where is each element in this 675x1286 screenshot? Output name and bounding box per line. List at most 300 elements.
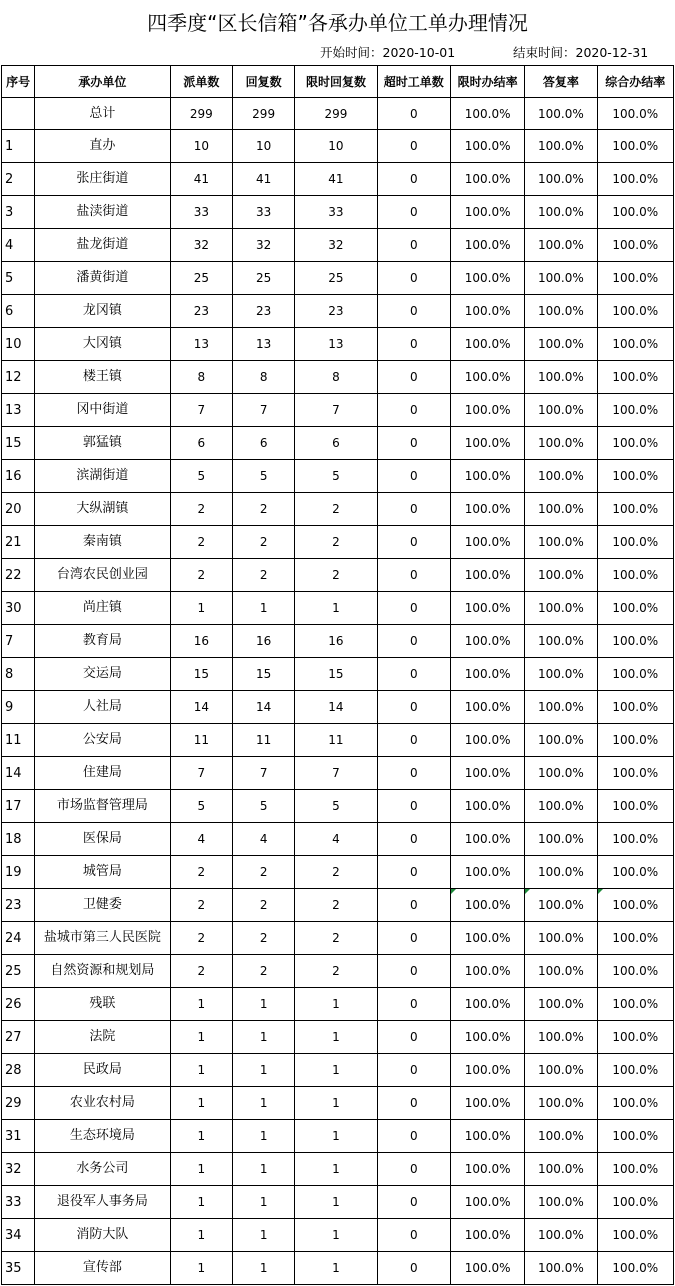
cell-dispatched: 1 [170, 1153, 232, 1186]
table-row [2, 1219, 674, 1252]
cell-unit: 大冈镇 [35, 328, 171, 361]
header-timely-rate: 限时办结率 [450, 66, 524, 98]
cell-unit: 退役军人事务局 [35, 1186, 171, 1219]
cell-overdue: 0 [377, 1153, 450, 1186]
cell-overdue: 0 [377, 625, 450, 658]
cell-unit: 消防大队 [35, 1219, 171, 1252]
cell-index: 18 [2, 823, 35, 856]
cell-reply-rate: 100.0% [525, 658, 597, 691]
cell-replied: 23 [233, 295, 295, 328]
cell-unit: 秦南镇 [35, 526, 171, 559]
table-row [2, 955, 674, 988]
cell-index: 6 [2, 295, 35, 328]
cell-timely-rate: 100.0% [450, 196, 524, 229]
table-row [2, 1153, 674, 1186]
cell-reply-rate: 100.0% [525, 955, 597, 988]
cell-reply-rate: 100.0% [525, 757, 597, 790]
table-row [2, 493, 674, 526]
cell-dispatched: 41 [170, 163, 232, 196]
table-row [2, 856, 674, 889]
cell-timely-rate: 100.0% [450, 691, 524, 724]
cell-reply-rate: 100.0% [525, 163, 597, 196]
header-overdue: 超时工单数 [377, 66, 450, 98]
cell-overall-rate: 100.0% [597, 163, 673, 196]
cell-timely-replied: 2 [295, 922, 377, 955]
cell-reply-rate: 100.0% [525, 328, 597, 361]
cell-unit: 农业农村局 [35, 1087, 171, 1120]
cell-overall-rate: 100.0% [597, 1186, 673, 1219]
cell-overall-rate: 100.0% [597, 757, 673, 790]
cell-dispatched: 32 [170, 229, 232, 262]
cell-unit: 教育局 [35, 625, 171, 658]
header-overall-rate: 综合办结率 [597, 66, 673, 98]
page-title: 四季度“区长信箱”各承办单位工单办理情况 [147, 11, 528, 35]
cell-timely-rate: 100.0% [450, 163, 524, 196]
header-dispatched: 派单数 [170, 66, 232, 98]
table-row [2, 526, 674, 559]
table-row [2, 295, 674, 328]
cell-dispatched: 5 [170, 790, 232, 823]
cell-replied: 6 [233, 427, 295, 460]
cell-overdue: 0 [377, 922, 450, 955]
cell-timely-rate: 100.0% [450, 922, 524, 955]
cell-timely-rate: 100.0% [450, 526, 524, 559]
cell-index: 33 [2, 1186, 35, 1219]
cell-index: 2 [2, 163, 35, 196]
cell-overall-rate: 100.0% [597, 1219, 673, 1252]
cell-replied: 1 [233, 1153, 295, 1186]
cell-unit: 潘黄街道 [35, 262, 171, 295]
cell-index: 23 [2, 889, 35, 922]
cell-timely-rate: 100.0% [450, 658, 524, 691]
cell-dispatched: 1 [170, 1087, 232, 1120]
cell-replied: 299 [233, 98, 295, 130]
cell-overdue: 0 [377, 1054, 450, 1087]
table-row [2, 625, 674, 658]
cell-index: 15 [2, 427, 35, 460]
cell-index: 16 [2, 460, 35, 493]
cell-dispatched: 6 [170, 427, 232, 460]
cell-index: 22 [2, 559, 35, 592]
cell-replied: 33 [233, 196, 295, 229]
cell-overdue: 0 [377, 1087, 450, 1120]
cell-dispatched: 15 [170, 658, 232, 691]
cell-replied: 2 [233, 559, 295, 592]
cell-reply-rate: 100.0% [525, 625, 597, 658]
cell-replied: 5 [233, 460, 295, 493]
table-row [2, 889, 674, 922]
cell-unit: 水务公司 [35, 1153, 171, 1186]
cell-reply-rate: 100.0% [525, 98, 597, 130]
cell-index: 17 [2, 790, 35, 823]
table-row [2, 1252, 674, 1285]
cell-unit: 楼王镇 [35, 361, 171, 394]
cell-dispatched: 299 [170, 98, 232, 130]
cell-timely-replied: 2 [295, 493, 377, 526]
cell-overdue: 0 [377, 229, 450, 262]
cell-reply-rate: 100.0% [525, 790, 597, 823]
cell-replied: 41 [233, 163, 295, 196]
cell-timely-rate: 100.0% [450, 394, 524, 427]
cell-index: 20 [2, 493, 35, 526]
cell-replied: 5 [233, 790, 295, 823]
header-replied: 回复数 [233, 66, 295, 98]
cell-overall-rate: 100.0% [597, 691, 673, 724]
cell-timely-replied: 299 [295, 98, 377, 130]
cell-reply-rate: 100.0% [525, 493, 597, 526]
table-row [2, 988, 674, 1021]
cell-replied: 2 [233, 889, 295, 922]
cell-timely-replied: 1 [295, 1087, 377, 1120]
cell-timely-rate: 100.0% [450, 295, 524, 328]
cell-timely-rate: 100.0% [450, 592, 524, 625]
cell-timely-replied: 10 [295, 130, 377, 163]
table-row [2, 328, 674, 361]
cell-unit: 卫健委 [35, 889, 171, 922]
cell-replied: 1 [233, 1219, 295, 1252]
cell-overall-rate: 100.0% [597, 427, 673, 460]
cell-replied: 32 [233, 229, 295, 262]
cell-overall-rate: 100.0% [597, 328, 673, 361]
cell-replied: 13 [233, 328, 295, 361]
cell-timely-replied: 2 [295, 856, 377, 889]
cell-overdue: 0 [377, 460, 450, 493]
cell-overdue: 0 [377, 823, 450, 856]
cell-overdue: 0 [377, 130, 450, 163]
cell-unit: 冈中街道 [35, 394, 171, 427]
cell-index: 27 [2, 1021, 35, 1054]
cell-timely-replied: 2 [295, 526, 377, 559]
cell-overall-rate: 100.0% [597, 229, 673, 262]
cell-timely-replied: 2 [295, 889, 377, 922]
cell-timely-replied: 1 [295, 1219, 377, 1252]
cell-overdue: 0 [377, 691, 450, 724]
cell-reply-rate: 100.0% [525, 130, 597, 163]
cell-timely-replied: 7 [295, 757, 377, 790]
cell-overdue: 0 [377, 493, 450, 526]
cell-overdue: 0 [377, 658, 450, 691]
cell-dispatched: 13 [170, 328, 232, 361]
table-row [2, 823, 674, 856]
header-index: 序号 [2, 66, 35, 98]
cell-overall-rate: 100.0% [597, 1021, 673, 1054]
cell-overdue: 0 [377, 790, 450, 823]
cell-dispatched: 2 [170, 955, 232, 988]
table-row [2, 1054, 674, 1087]
cell-timely-replied: 25 [295, 262, 377, 295]
cell-unit: 滨湖街道 [35, 460, 171, 493]
cell-replied: 2 [233, 856, 295, 889]
cell-overall-rate: 100.0% [597, 130, 673, 163]
cell-replied: 1 [233, 1120, 295, 1153]
cell-replied: 1 [233, 1087, 295, 1120]
cell-timely-rate: 100.0% [450, 493, 524, 526]
cell-replied: 2 [233, 526, 295, 559]
cell-overdue: 0 [377, 526, 450, 559]
cell-unit: 总计 [35, 98, 171, 130]
cell-index: 1 [2, 130, 35, 163]
cell-timely-rate: 100.0% [450, 559, 524, 592]
cell-replied: 8 [233, 361, 295, 394]
cell-dispatched: 1 [170, 988, 232, 1021]
cell-overall-rate: 100.0% [597, 724, 673, 757]
cell-unit: 盐城市第三人民医院 [35, 922, 171, 955]
table-row [2, 1021, 674, 1054]
cell-replied: 10 [233, 130, 295, 163]
cell-timely-replied: 6 [295, 427, 377, 460]
cell-overall-rate: 100.0% [597, 1054, 673, 1087]
cell-overall-rate: 100.0% [597, 592, 673, 625]
cell-overdue: 0 [377, 988, 450, 1021]
cell-overall-rate: 100.0% [597, 526, 673, 559]
cell-index: 35 [2, 1252, 35, 1285]
cell-overall-rate: 100.0% [597, 493, 673, 526]
cell-unit: 交运局 [35, 658, 171, 691]
cell-overall-rate: 100.0% [597, 394, 673, 427]
cell-overall-rate: 100.0% [597, 98, 673, 130]
cell-dispatched: 2 [170, 559, 232, 592]
cell-timely-replied: 7 [295, 394, 377, 427]
cell-unit: 宣传部 [35, 1252, 171, 1285]
work-order-table [1, 65, 674, 1285]
cell-unit: 直办 [35, 130, 171, 163]
cell-timely-rate: 100.0% [450, 1021, 524, 1054]
cell-replied: 16 [233, 625, 295, 658]
cell-index: 31 [2, 1120, 35, 1153]
cell-replied: 1 [233, 1186, 295, 1219]
cell-unit: 龙冈镇 [35, 295, 171, 328]
cell-dispatched: 2 [170, 526, 232, 559]
cell-timely-replied: 13 [295, 328, 377, 361]
cell-timely-replied: 5 [295, 790, 377, 823]
cell-replied: 14 [233, 691, 295, 724]
date-range [0, 44, 668, 62]
cell-overall-rate: 100.0% [597, 856, 673, 889]
cell-unit: 人社局 [35, 691, 171, 724]
cell-replied: 2 [233, 955, 295, 988]
cell-timely-rate: 100.0% [450, 625, 524, 658]
cell-index: 12 [2, 361, 35, 394]
cell-dispatched: 33 [170, 196, 232, 229]
header-timely-replied: 限时回复数 [295, 66, 377, 98]
cell-reply-rate: 100.0% [525, 922, 597, 955]
cell-overdue: 0 [377, 559, 450, 592]
table-row [2, 757, 674, 790]
cell-replied: 11 [233, 724, 295, 757]
cell-index: 8 [2, 658, 35, 691]
cell-timely-replied: 23 [295, 295, 377, 328]
cell-overdue: 0 [377, 98, 450, 130]
cell-reply-rate: 100.0% [525, 1054, 597, 1087]
table-row [2, 163, 674, 196]
cell-unit: 尚庄镇 [35, 592, 171, 625]
cell-unit: 残联 [35, 988, 171, 1021]
cell-dispatched: 8 [170, 361, 232, 394]
cell-unit: 张庄街道 [35, 163, 171, 196]
cell-timely-replied: 41 [295, 163, 377, 196]
cell-reply-rate: 100.0% [525, 1219, 597, 1252]
cell-index: 32 [2, 1153, 35, 1186]
table-row [2, 361, 674, 394]
cell-replied: 2 [233, 922, 295, 955]
cell-replied: 1 [233, 1252, 295, 1285]
end-time: 结束时间：2020-12-31 [513, 45, 649, 60]
cell-timely-rate: 100.0% [450, 724, 524, 757]
cell-timely-rate: 100.0% [450, 988, 524, 1021]
cell-replied: 7 [233, 394, 295, 427]
cell-overall-rate: 100.0% [597, 262, 673, 295]
cell-reply-rate: 100.0% [525, 889, 597, 922]
cell-dispatched: 1 [170, 1120, 232, 1153]
cell-overall-rate: 100.0% [597, 1087, 673, 1120]
cell-timely-rate: 100.0% [450, 1087, 524, 1120]
cell-timely-replied: 1 [295, 1252, 377, 1285]
cell-timely-replied: 1 [295, 1120, 377, 1153]
cell-dispatched: 10 [170, 130, 232, 163]
cell-reply-rate: 100.0% [525, 592, 597, 625]
cell-timely-rate: 100.0% [450, 229, 524, 262]
cell-timely-replied: 11 [295, 724, 377, 757]
cell-timely-rate: 100.0% [450, 1186, 524, 1219]
cell-overall-rate: 100.0% [597, 1153, 673, 1186]
cell-index: 10 [2, 328, 35, 361]
cell-overdue: 0 [377, 361, 450, 394]
table-row [2, 592, 674, 625]
cell-reply-rate: 100.0% [525, 295, 597, 328]
cell-overdue: 0 [377, 1219, 450, 1252]
cell-index: 26 [2, 988, 35, 1021]
cell-reply-rate: 100.0% [525, 1186, 597, 1219]
cell-index: 9 [2, 691, 35, 724]
cell-overall-rate: 100.0% [597, 658, 673, 691]
cell-dispatched: 1 [170, 1219, 232, 1252]
cell-index: 4 [2, 229, 35, 262]
cell-unit: 公安局 [35, 724, 171, 757]
cell-unit: 大纵湖镇 [35, 493, 171, 526]
table-row [2, 1087, 674, 1120]
cell-unit: 城管局 [35, 856, 171, 889]
cell-reply-rate: 100.0% [525, 1021, 597, 1054]
cell-timely-replied: 1 [295, 988, 377, 1021]
cell-index: 29 [2, 1087, 35, 1120]
cell-timely-rate: 100.0% [450, 460, 524, 493]
cell-overdue: 0 [377, 1021, 450, 1054]
cell-timely-rate: 100.0% [450, 757, 524, 790]
cell-overall-rate: 100.0% [597, 1120, 673, 1153]
cell-dispatched: 1 [170, 1054, 232, 1087]
cell-unit: 郭猛镇 [35, 427, 171, 460]
cell-overdue: 0 [377, 1120, 450, 1153]
cell-timely-replied: 1 [295, 1021, 377, 1054]
cell-dispatched: 11 [170, 724, 232, 757]
cell-timely-rate: 100.0% [450, 1120, 524, 1153]
table-row [2, 658, 674, 691]
cell-reply-rate: 100.0% [525, 724, 597, 757]
cell-replied: 1 [233, 592, 295, 625]
header-reply-rate: 答复率 [525, 66, 597, 98]
table-row [2, 196, 674, 229]
cell-overall-rate: 100.0% [597, 823, 673, 856]
cell-timely-replied: 1 [295, 1153, 377, 1186]
cell-overall-rate: 100.0% [597, 790, 673, 823]
cell-reply-rate: 100.0% [525, 262, 597, 295]
cell-reply-rate: 100.0% [525, 1252, 597, 1285]
cell-timely-rate: 100.0% [450, 790, 524, 823]
cell-overall-rate: 100.0% [597, 361, 673, 394]
cell-timely-replied: 4 [295, 823, 377, 856]
cell-overdue: 0 [377, 262, 450, 295]
cell-index: 7 [2, 625, 35, 658]
table-row [2, 790, 674, 823]
cell-timely-replied: 14 [295, 691, 377, 724]
cell-timely-replied: 2 [295, 955, 377, 988]
cell-index: 30 [2, 592, 35, 625]
cell-timely-rate: 100.0% [450, 823, 524, 856]
cell-index: 11 [2, 724, 35, 757]
cell-timely-replied: 33 [295, 196, 377, 229]
cell-timely-rate: 100.0% [450, 1252, 524, 1285]
cell-timely-rate: 100.0% [450, 130, 524, 163]
cell-overdue: 0 [377, 757, 450, 790]
cell-overdue: 0 [377, 724, 450, 757]
cell-reply-rate: 100.0% [525, 394, 597, 427]
start-time: 开始时间：2020-10-01 [320, 45, 456, 60]
cell-dispatched: 1 [170, 1021, 232, 1054]
cell-dispatched: 2 [170, 493, 232, 526]
cell-timely-rate: 100.0% [450, 328, 524, 361]
cell-timely-rate: 100.0% [450, 1153, 524, 1186]
cell-timely-rate: 100.0% [450, 856, 524, 889]
table-row [2, 559, 674, 592]
cell-overdue: 0 [377, 955, 450, 988]
cell-timely-rate: 100.0% [450, 262, 524, 295]
cell-dispatched: 25 [170, 262, 232, 295]
cell-overdue: 0 [377, 163, 450, 196]
table-row [2, 1186, 674, 1219]
table-row [2, 724, 674, 757]
cell-replied: 15 [233, 658, 295, 691]
cell-dispatched: 1 [170, 1252, 232, 1285]
cell-index: 14 [2, 757, 35, 790]
table-row [2, 691, 674, 724]
cell-overall-rate: 100.0% [597, 988, 673, 1021]
cell-overall-rate: 100.0% [597, 1252, 673, 1285]
cell-overall-rate: 100.0% [597, 559, 673, 592]
cell-unit: 民政局 [35, 1054, 171, 1087]
cell-unit: 台湾农民创业园 [35, 559, 171, 592]
cell-unit: 盐渎街道 [35, 196, 171, 229]
cell-index: 28 [2, 1054, 35, 1087]
cell-reply-rate: 100.0% [525, 196, 597, 229]
cell-reply-rate: 100.0% [525, 823, 597, 856]
cell-index: 34 [2, 1219, 35, 1252]
cell-overall-rate: 100.0% [597, 295, 673, 328]
cell-index: 19 [2, 856, 35, 889]
cell-dispatched: 14 [170, 691, 232, 724]
cell-index: 21 [2, 526, 35, 559]
cell-timely-rate: 100.0% [450, 955, 524, 988]
cell-overall-rate: 100.0% [597, 196, 673, 229]
cell-replied: 1 [233, 1021, 295, 1054]
table-row [2, 460, 674, 493]
cell-overdue: 0 [377, 889, 450, 922]
cell-index: 3 [2, 196, 35, 229]
cell-replied: 25 [233, 262, 295, 295]
cell-dispatched: 5 [170, 460, 232, 493]
cell-timely-replied: 1 [295, 592, 377, 625]
table-row [2, 394, 674, 427]
cell-index: 24 [2, 922, 35, 955]
